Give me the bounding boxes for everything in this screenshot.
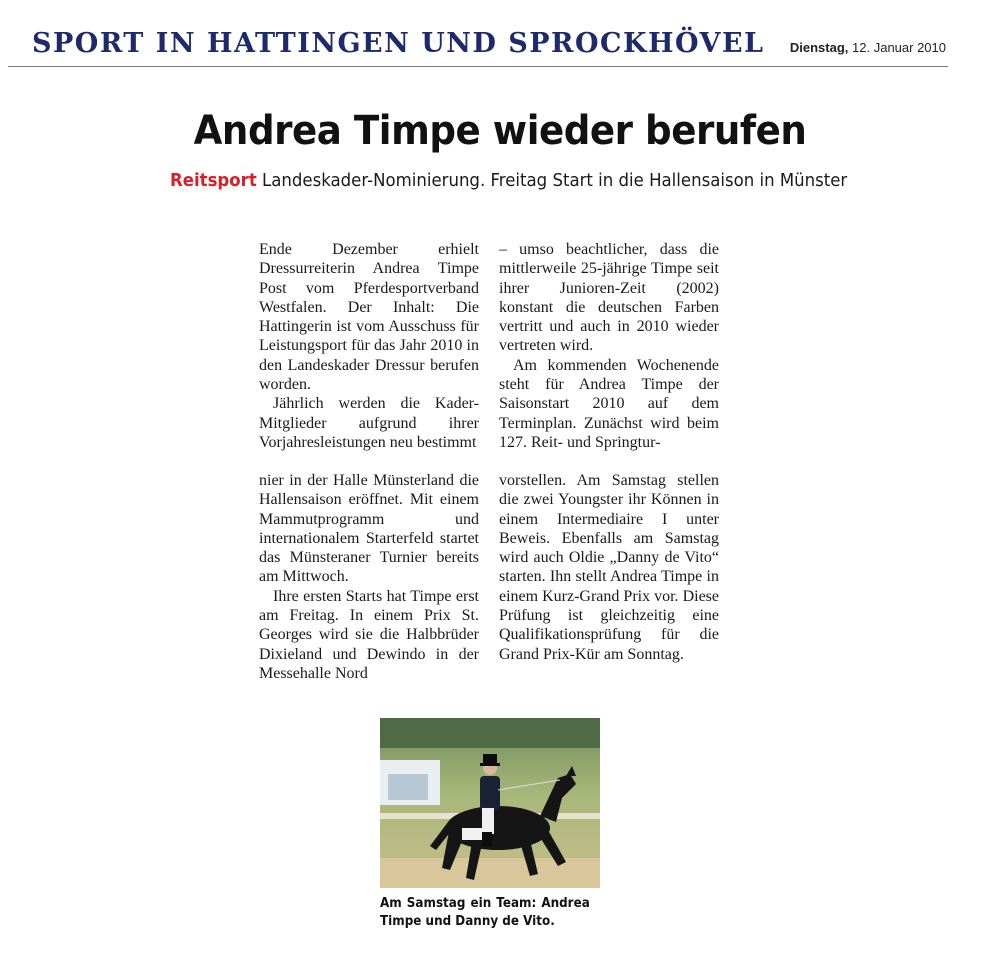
- section-title: SPORT IN HATTINGEN UND SPROCKHÖVEL: [32, 28, 765, 59]
- paragraph: Am kommenden Wochenende steht für Andrea Timpe der Saisonstart 2010 auf dem Terminplan. Zunächst wird beim 127. Reit- und Springtur-: [499, 356, 719, 451]
- header-rule: [8, 66, 948, 67]
- article-kicker: Reitsport: [170, 170, 257, 191]
- dressage-horse-rider-image: [380, 718, 600, 888]
- article-photo: [380, 718, 600, 888]
- article-column-4: [499, 471, 719, 664]
- subline-text: Landeskader-Nominierung. Freitag Start in die Hallensaison in Münster: [262, 170, 848, 191]
- paragraph: Ende Dezember erhielt Dressurreiterin Andrea Timpe Post vom Pferdesportverband Westfalen. Der Inhalt: Die Hattingerin ist vom Ausschuss für Leistungsport für das Jahr 2010 in den Landeskader Dressur berufen worden.: [259, 241, 479, 394]
- article-column-2: [499, 240, 719, 452]
- date-weekday: Dienstag,: [789, 40, 849, 55]
- paragraph: nier in der Halle Münsterland die Hallensaison eröffnet. Mit einem Mammutprogramm und internationalem Starterfeld startet das Münsteraner Turnier bereits am Mittwoch.: [259, 472, 479, 586]
- paragraph: vorstellen. Am Samstag stellen die zwei Youngster ihr Können in einem Intermediaire I unter Beweis. Ebenfalls am Samstag wird auch Oldie „Danny de Vito“ starten. Ihn stellt Andrea Timpe in einem Kurz-Grand Prix vor. Diese Prüfung ist gleichzeitig eine Qualifikationsprüfung für die Grand Prix-Kür am Sonntag.: [499, 472, 719, 663]
- photo-caption: Am Samstag ein Team: Andrea Timpe und Danny de Vito.: [380, 896, 590, 929]
- issue-date: [790, 40, 946, 55]
- paragraph: Jährlich werden die Kader-Mitglieder aufgrund ihrer Vorjahresleistungen neu bestimmt: [259, 395, 479, 451]
- article-subline: [170, 170, 848, 191]
- paragraph: – umso beachtlicher, dass die mittlerweile 25-jährige Timpe seit ihrer Junioren-Zeit (2002) konstant die deutschen Farben vertritt und auch in 2010 wieder vertreten wird.: [499, 241, 719, 355]
- date-value: 12. Januar 2010: [852, 40, 946, 55]
- article-column-1: [259, 240, 479, 452]
- article-headline: Andrea Timpe wieder berufen: [193, 108, 807, 154]
- article-column-3: [259, 471, 479, 683]
- paragraph: Ihre ersten Starts hat Timpe erst am Freitag. In einem Prix St. Georges wird sie die Halbbrüder Dixieland und Dewindo in der Messehalle Nord: [259, 587, 479, 682]
